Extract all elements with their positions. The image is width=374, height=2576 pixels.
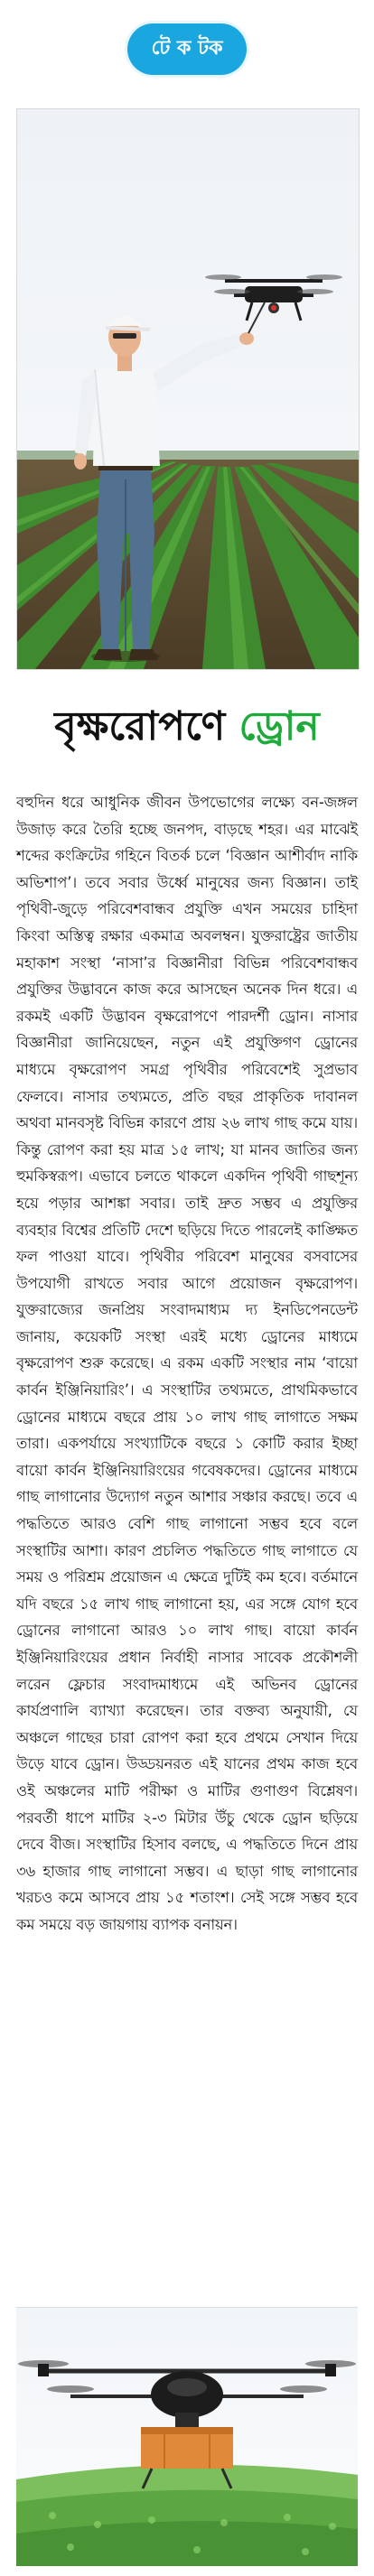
top-photo-illustration <box>17 109 359 669</box>
top-photo-man-with-drone <box>16 108 360 670</box>
article-paragraph: বহুদিন ধরে আধুনিক জীবন উপভোগের লক্ষ্যে বন-জঙ্গল উজাড় করে তৈরি হচ্ছে জনপদ, বাড়ছে শহর। এর মাঝেই শব্দের কংক্রিটের গহিনে বিতর্ক চলে ‘বিজ্ঞান আশীর্বাদ নাকি অভিশাপ’। তবে সবার উর্ধ্বে মানুষের জন্য বিজ্ঞান। তাই পৃথিবী-জুড়ে পরিবেশবান্ধব প্রযুক্তি এখন সময়ের চাহিদা কিংবা অস্তিত্ব রক্ষার একমাত্র অবলম্বন। যুক্তরাষ্ট্রের জাতীয় মহাকাশ সংস্থা ‘নাসা’র বিজ্ঞানীরা বিভিন্ন পরিবেশবান্ধব প্রযুক্তির উদ্ভাবনে কাজ করে আসছেন অনেক দিন ধরে। এ রকমই একটি উদ্ভাবন বৃক্ষরোপণে পারদর্শী ড্রোন। নাসার বিজ্ঞানীরা জানিয়েছেন, নতুন এই প্রযুক্তিগণ ড্রোনের মাধ্যমে বৃক্ষরোপণ সমগ্র পৃথিবীর পরিবেশেই সুপ্রভাব ফেলবে। নাসার তথ্যমতে, প্রতি বছর প্রাকৃতিক দাবানল অথবা মানবসৃষ্ট বিভিন্ন কারণে প্রায় ২৬ লাখ গাছ কমে যায়। কিন্তু রোপণ করা হয় মাত্র ১৫ লাখ; যা মানব জাতির জন্য হুমকিস্বরূপ। এভাবে চলতে থাকলে একদিন পৃথিবী গাছশূন্য হয়ে পড়ার আশঙ্কা সবার। তাই দ্রুত সম্ভব এ প্রযুক্তির ব্যবহার বিশ্বের প্রতিটি দেশে ছড়িয়ে দিতে পারলেই কাঙ্ক্ষিত ফল পাওয়া যাবে। পৃথিবীর পরিবেশ মানুষের বসবাসের উপযোগী রাখতে সবার আগে প্রয়োজন বৃক্ষরোপণ। যুক্তরাজ্যের জনপ্রিয় সংবাদমাধ্যম দ্য ইনডিপেনডেন্ট জানায়, কয়েকটি সংস্থা এরই মধ্যে ড্রোনের মাধ্যমে বৃক্ষরোপণ শুরু করেছে। এ রকম একটি সংস্থার নাম ‘বায়ো কার্বন ইঞ্জিনিয়ারিং’। এ সংস্থাটির তথ্যমতে, প্রাথমিকভাবে ড্রোনের মাধ্যমে বছরে প্রায় ১০ লাখ গাছ লাগাতে সক্ষম তারা। একপর্যায়ে সংখ্যাটিকে বছরে ১ কোটি করার ইচ্ছা বায়ো কার্বন ইঞ্জিনিয়ারিংয়ের গবেষকদের। ড্রোনের মাধ্যমে গাছ লাগানোর উদ্যোগ নতুন আশার সঞ্চার করছে। তবে এ পদ্ধতিতে আরও বেশি গাছ লাগানো সম্ভব হবে বলে সংস্থাটির আশা। কারণ প্রচলিত পদ্ধতিতে গাছ লাগাতে যে সময় ও পরিশ্রম প্রয়োজন এ ক্ষেত্রে দুটিই কম হবে। বর্তমানে যদি বছরে ১৫ লাখ গাছ লাগানো হয়, এর সঙ্গে যোগ হবে ড্রোনের লাগানো আরও ১০ লাখ গাছ। বায়ো কার্বন ইঞ্জিনিয়ারিংয়ের প্রধান নির্বাহী নাসার সাবেক প্রকৌশলী লরেন ফ্লেচার সংবাদমাধ্যমে এই অভিনব ড্রোনের কার্যপ্রণালি ব্যাখ্যা করেছেন। তার বক্তব্য অনুযায়ী, যে অঞ্চলে গাছের চারা রোপণ করা হবে প্রথমে সেখান দিয়ে উড়ে যাবে ড্রোন। উড্ডয়নরত এই যানের প্রথম কাজ হবে ওই অঞ্চলের মাটি পরীক্ষা ও মাটির গুণাগুণ বিশ্লেষণ। পরবর্তী ধাপে মাটির ২-৩ মিটার উঁচু থেকে ড্রোন ছড়িয়ে দেবে বীজ। সংস্থাটির হিসাব বলছে, এ পদ্ধতিতে দিনে প্রায় ৩৬ হাজার গাছ লাগানো সম্ভব। এ ছাড়া গাছ লাগানোর খরচও কমে আসবে প্রায় ১৫ শতাংশ। সেই সঙ্গে সম্ভব হবে কম সময়ে বড় জায়গায় ব্যাপক বনায়ন। <box>16 794 358 1933</box>
headline-accent-text: ড্রোন <box>238 702 320 749</box>
article-body <box>16 789 358 1939</box>
bottom-photo-planting-drone <box>16 2307 358 2566</box>
headline-block <box>0 679 374 778</box>
headline-main-text: বৃক্ষরোপণে <box>54 702 239 749</box>
section-label-badge: টে ক টক <box>127 23 246 75</box>
bottom-photo-illustration <box>16 2308 358 2566</box>
article-headline <box>54 696 319 762</box>
section-header <box>0 0 374 98</box>
